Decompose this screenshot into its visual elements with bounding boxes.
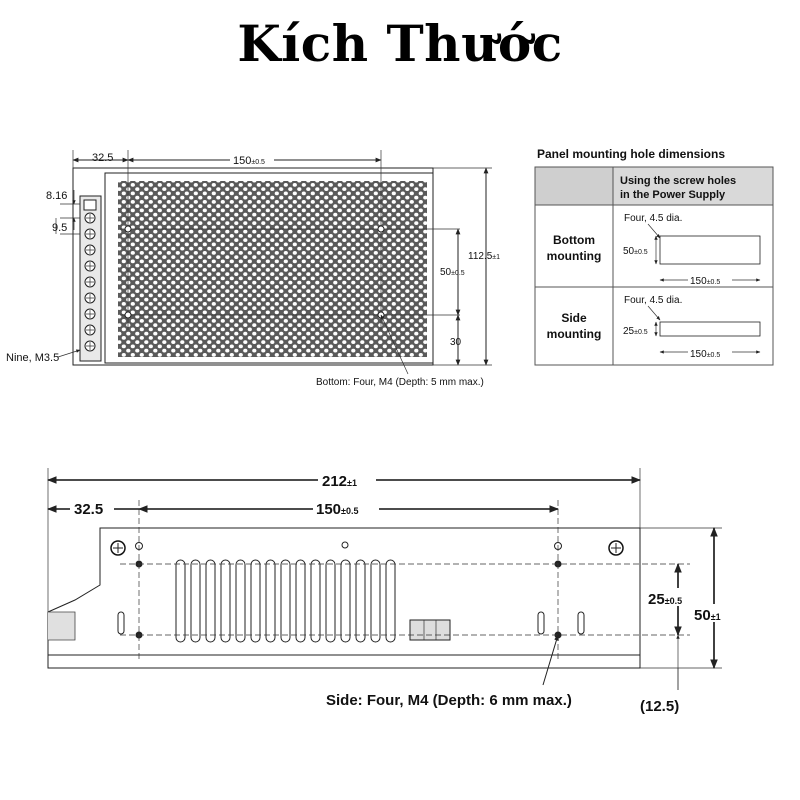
side-view [48,468,735,715]
side-vent-slots [176,560,395,642]
terminal-screws [85,213,95,351]
row-bottom-dim-v: 50±0.5 [623,246,648,257]
bottom-mount-note: Bottom: Four, M4 (Depth: 5 mm max.) [316,377,484,388]
top-view [6,150,500,388]
dim-112-5-label: 112.5±1 [468,251,501,262]
side-corner-screws [111,541,623,555]
terminal-note: Nine, M3.5 [6,352,60,364]
row-side-label-2: mounting [546,327,602,341]
table-heading: Panel mounting hole dimensions [537,147,726,161]
row-side-dim-h: 150±0.5 [690,349,721,360]
dim-8-16-label: 8.16 [46,190,68,202]
dim-32-5-label: 32.5 [92,152,114,164]
panel-mounting-table [535,147,773,365]
dim-50-label: 50±0.5 [440,267,465,278]
row-side-dim-v: 25±0.5 [623,326,648,337]
col-header-line2: in the Power Supply [620,189,726,201]
side-dim-12-5-label: (12.5) [640,698,680,715]
side-dim-150-label: 150±0.5 [316,501,359,518]
row-bottom-holes: Four, 4.5 dia. [624,213,683,224]
side-mount-note: Side: Four, M4 (Depth: 6 mm max.) [326,692,572,709]
row-bottom-label-2: mounting [546,249,602,263]
side-dim-32-5-label: 32.5 [74,501,104,518]
row-bottom-label-1: Bottom [553,233,595,247]
row-side-label-1: Side [561,311,587,325]
adjust-pot [410,620,450,640]
col-header-line1: Using the screw holes [620,175,737,187]
side-dim-25-label: 25±0.5 [648,591,683,608]
row-side-holes: Four, 4.5 dia. [624,295,683,306]
dim-9-5-label: 9.5 [52,222,68,234]
dim-30-label: 30 [450,337,462,348]
dim-150-label: 150±0.5 [233,155,265,167]
page-title: Kích Thước [237,14,563,73]
dim-212-label: 212±1 [322,473,357,490]
side-dim-50-label: 50±1 [694,607,721,624]
row-bottom-dim-h: 150±0.5 [690,276,721,287]
